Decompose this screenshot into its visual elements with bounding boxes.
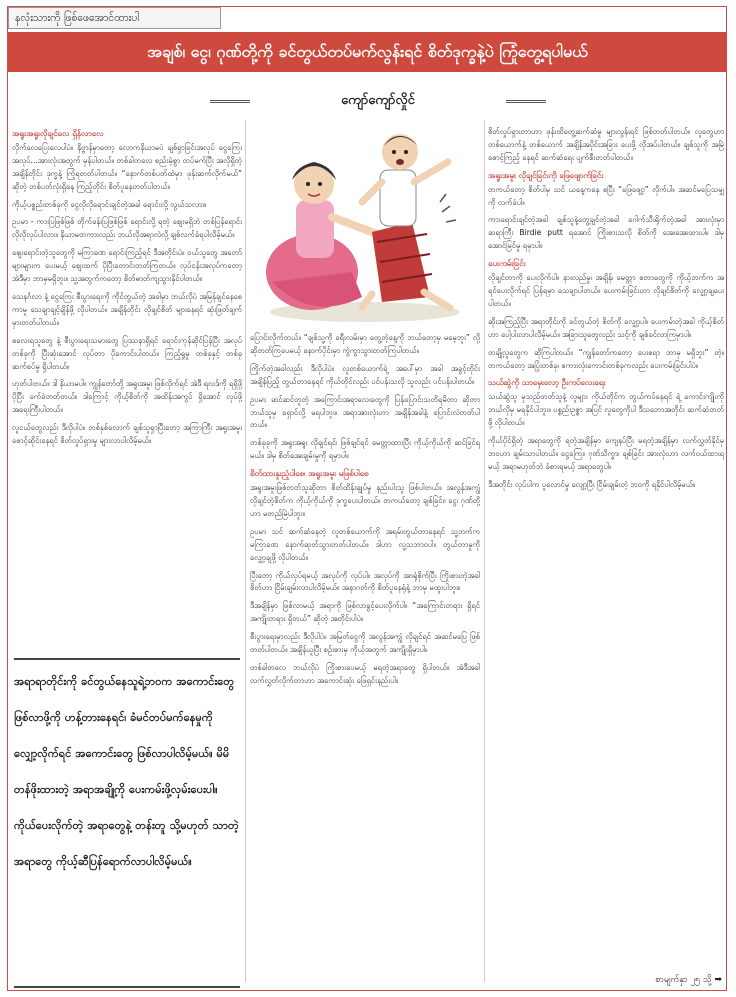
paragraph: ကိုယ့်ပစ္စည်းတစ်ခုကို ငွေလိုလိုရောင်းချင်တဲ့အခါ ရောင်းလို့ လွယ်သလား။	[12, 199, 207, 209]
paragraph: တကယ်တော့ စိတ်ပါမှ သင် ယနေ့ကနေ စပြီး “ဖြေဖျော့” လိုက်ပါ။ အဆင်မပြေသမျှကို လက်ခံပါ။	[488, 184, 724, 207]
paragraph: ဥပမာ သင် ဆက်ဆံနေတဲ့ လူတစ်ယောက်ကို အရမ်းတွယ်တာနေရင် သူ့ဘက်က မကြာခဏ နောက်ဆုတ်သွားတတ်ပါတယ်။ ဒါဟာ လူ့သဘာဝပါ။ တွယ်တာမှုကို လျှော့ချဖို့ လိုပါတယ်။	[250, 526, 480, 562]
article-column-3	[488, 126, 724, 966]
column-lead: အရူးအရူးလိုချင်လေ ရှိန်လာလေ	[12, 129, 104, 138]
section-subhead: သယ်ဆွဲကို သာမှေးလော့ ဦးကပ်လေးရေး	[488, 378, 606, 388]
article-column-1	[12, 126, 242, 654]
paragraph: ဥပမာ - ကားပြဖြစ်ဖြစ် တိုက်ခန်းပြဖြစ်ဖြစ် ရောင်းလို့ ရတဲ့ စျေးမရှိဘဲ တစ်ပြန်ရောင်းလိုလိုလုပ်ပါလား။ နိယာမတကားလည်း ဘယ်လိုအရာလဲလို့ ချစ်လက်ခံရပါလိမ့်မယ်။	[12, 217, 242, 240]
paragraph: ဆိုးအကြည့်ပြီး အရာတိုင်းကို ခင်တွယ်တဲ့ စိတ်ကို လျှော့ပါ။ ပေးကမ်းတဲ့အခါ ကိုယ့်စိတ်ဟာ ပေါ့ပါးလာပါလိမ့်မယ်။ အခြားသူတွေလည်း သင့်ကို ချစ်ခင်လာကြမှာပါ။	[488, 316, 724, 339]
paragraph: သယ်ဆွဲသူ မှသည်တတ်သူနဲ့ လူများ ကိုယ်တိုင်က တွယ်ကပ်နေရင် ရဲ့ ကောင်းကျိုးကိုဘယ်လိုမှ မရနိုင်ပါဘူး။ ပစ္စည်းဥစ္စာ အပြင် လူတွေကိုပါ ဒီသဘောအတိုင်း ဆက်ဆံတတ်ဖို့ လိုပါတယ်။	[488, 392, 724, 428]
paragraph: စလေးရသူတွေ နဲ့ စီးပွားရေးသမားတွေ ပြဿနာရှိရင် ရောင်းကုန်ဆိုင်ပြန်ပြီး အလုပ်တစ်ခုကို ပြီးဆုံးအောင် လုပ်တာ ပိုကောင်းပါတယ်။ ကြည့်ရှုမှု တစ်ခုနှင့် တစ်ခု ဆက်စပ်မှု ရှိပါတယ်။	[12, 335, 242, 371]
paragraph: ကားရောင်းချင်တဲ့အခါ ချစ်သူနဲ့တွေ့ချင်တဲ့အခါ ဂေါက်သီးရိုက်တဲ့အခါ အားလုံးမှာ ဆရာကြီး Birdie putt ရအောင် ကြိုးစားသလို စိတ်ကို အေးအေးထားပါ။ ဒါမှ အောင်မြင်မှု ရမှာပါ။	[488, 215, 724, 251]
paragraph: လူငယ်တွေလည်း ဒီလိုပါပဲ။ တစ်နှစ်လောက် ချစ်သူရှာပြီးတော့ အကြာကြီး အရူးအမူး စောင့်ဆိုင်းနေရင် စိတ်လှုပ်ရှားမှု များလာပါလိမ့်မယ်။	[12, 423, 242, 446]
section-subhead: အရူးအမူး လိုချင်ခြင်းကို ဖြေဖျောက်ခြင်း	[488, 170, 604, 180]
paragraph: ဟုတ်ပါတယ်။ ဒါ နိယာမပါ။ ကျွန်တော်တို့ အရူးအမူး ဖြစ်လိုက်ရင် အဲဒီ ရလဒ်ကို ရရှိဖို့ ပိုပြီး ခက်ခဲတတ်တယ်။ ဒါကြောင့် ကိုယ့်စိတ်ကို အထိန်းအကွပ် ရှိအောင် လုပ်ဖို့ အရေးကြီးပါတယ်။	[12, 379, 242, 415]
section-subhead: စိတ်ထားနူးညံ့ပါစေ၊ အရူးအမူး မဖြစ်ပါစေ	[250, 469, 369, 479]
paragraph: စိတ်လှုပ်ရှားတာဟာ ဖုန်းထိတွေ့ဆက်ဆံမှု များလွန်းရင် ဖြစ်တတ်ပါတယ်။ လူတွေဟာ တစ်ယောက်နဲ့ တစ်ယောက် အချိန်အပိုင်းအခြား ပေးဖို့ လိုအပ်ပါတယ်။ ချစ်သူကို အမြဲစောင့်ကြည့် နေရင် ဆက်ဆံရေး ပျက်စီးတတ်ပါတယ်။	[488, 127, 724, 162]
section-tag: နလုံးသားကို ဖြစ်ဖေအောင်ထားပါ	[8, 7, 221, 29]
paragraph: လိုက်လေပြေးလေပါပဲ။ နိဗ္ဗာန်မှာတော့ လောကနိယာမပဲ ချစ်ရှာခြင်းအလုပ် ငွေကြေး အလုပ်...အားလုံးအတွက် မှန်ပါတယ်။ တစ်ခါတလေ စည်းမဲ့စွာ တပ်မက်ပြီး အလိုရှိတဲ့ အချိန်တိုင်း ဒုက္ခနဲ့ ကြုံရတတ်ပါတယ်။ “နောက်တစ်ပတ်ထဲမှာ ဖုန်းဆက်လိုက်မယ်” ဆိုတဲ့ တစ်ပတ်လုံးရှိနေ ကြည့်တိုင်း စိတ်ပူနေတတ်ပါတယ်။	[12, 142, 242, 191]
paragraph: ကြိုက်တဲ့အခါလည်း ဒီလိုပါပဲ။ လူတစ်ယောက်ရဲ့ အပေါ်မှာ အခါ အခွင့်တိုင်း အချိန်ပြည့် တွယ်တာနေရင် ကိုယ်တိုင်လည်း ပင်ပန်းသလို သူလည်း ပင်ပန်းပါတယ်။	[250, 363, 480, 386]
article-column-2	[250, 332, 480, 982]
column-divider	[245, 120, 246, 982]
paragraph: သေနင်္ဂလာ နဲ့ ငွေကြေး စီးပွားရေးကို ကိုင်တွယ်တဲ့ အခါမှာ ဘယ်လိုပဲ အမြန်ချင်နေစေကာမူ သေချာချင့်ချိန်ဖို့ လိုပါတယ်။ အချိန်တိုင်း လိုချင်စိတ် များနေရင် ဆုံးဖြတ်ချက် မှားတတ်ပါတယ်။	[12, 291, 242, 327]
paragraph: ဒီအချိန်မှာ ဖြစ်လာမယ့် အရာကို ဖြစ်လာခွင့်ပေးလိုက်ပါ။ “အကြောင်းတရား ရှိရင် အကျိုးတရား ရှိတယ်” ဆိုတဲ့ အတိုင်းပါပဲ။	[250, 601, 480, 624]
cartoon-illustration	[252, 122, 478, 327]
article-title: အချစ်၊ ငွေ၊ ဂုဏ်တို့ကို ခင်တွယ်တပ်မက်လွန်းရင် စိတ်ဒုက္ခနဲ့ပဲ ကြုံတွေ့ရပါမယ်	[8, 32, 727, 72]
paragraph: တစ်ခါတလေ ဘယ်လိုပဲ ကြိုးစားပေမယ့် မရတဲ့အရာတွေ ရှိပါတယ်။ အဲဒီအခါ လက်လွှတ်လိုက်တာဟာ အကောင်းဆုံး ဖြေရှင်းနည်းပါ။	[250, 662, 480, 685]
pull-quote: အရာရာတိုင်းကို ခင်တွယ်နေသူရဲ့ဘဝက အကောင်းတွေဖြစ်လာဖို့ကို ဟန့်တားနေရင်၊ ခံမင်တပ်မက်နေမှုကို လျှော့လိုက်ရင် အကောင်းတွေ ဖြစ်လာပါလိမ့်မယ်။ မိမိတန်ဖိုးထားတဲ့ အရာအချို့ကို ပေးကမ်းဖို့လှမ်းပေးပါ။ ကိုယ်ပေးလိုက်တဲ့ အရာတွေနဲ့ တန်းတူ သို့မဟုတ် သာတဲ့အရာတွေ ကိုယ့်ဆီပြန်ရောက်လာပါလိမ့်မယ်။	[14, 658, 240, 988]
paragraph: လိုချင်တာကို ပေးလိုက်ပါ။ နားလည်မှု၊ အချိန်၊ မေတ္တာ စတာတွေကို ကိုယ့်ဘက်က အရင်ပေးလိုက်ရင် ပြန်ရမှာ သေချာပါတယ်။ ပေးကမ်းခြင်းဟာ လိုချင်စိတ်ကို လျှော့ချပေးပါတယ်။	[488, 273, 724, 308]
paragraph: တစ်ခုခုကို အရူးအရူး လိုချင်ရင်၊ ဖြစ်ချင်ရင် မေတ္တာထားပြီး ကိုယ့်ကိုယ်ကို ဆင်ခြင်ရမယ်။ ဒါမှ စိတ်အေးချမ်းမှုကို ရမှာပါ။	[250, 438, 480, 461]
paragraph: ကိုယ်ပိုင်ရှိတဲ့ အရာတွေကို ရတဲ့အချိန်မှာ ကျေနပ်ပြီး မရတဲ့အချိန်မှာ လက်လွှတ်နိုင်မှ ဘဝဟာ ချမ်းသာပါတယ်။ ငွေကြေး၊ ဂုဏ်သိက္ခာ၊ ချစ်ခြင်း အားလုံးဟာ လက်ဝယ်ထားရမယ့် အရာမဟုတ်ဘဲ ခံစားရမယ့် အရာတွေပါ။	[488, 436, 724, 471]
section-subhead: ပေးကမ်းခြင်း	[488, 259, 526, 269]
author-byline: ကျော်ကျော်လှိုင်	[248, 92, 508, 111]
column-divider	[484, 120, 485, 982]
paragraph: ပြီးတော့ ကိုယ်လုပ်ရမယ့် အလုပ်ကို လုပ်ပါ။ အလုပ်ကို အာရုံစိုက်ပြီး ကြိုးစားတဲ့အခါ စိတ်ဟာ ငြိမ်းချမ်းလာပါလိမ့်မယ်။ အနာဂတ်ကို စိတ်ပူနေရုံနဲ့ ဘာမှ မထူးပါဘူး။	[250, 570, 480, 593]
paragraph: အရူးအမူးဖြစ်တတ်သူဆိုတာ စိတ်ထိန်းချုပ်မှု နည်းပါးသူ ဖြစ်ပါတယ်။ အလွန်အကျွံ လိုချင်တဲ့စိတ်က ကိုယ့်ကိုယ်ကို ဒုက္ခပေးပါတယ်။ တကယ်တော့ ချစ်ခြင်း၊ ငွေ၊ ဂုဏ်တို့ဟာ မတည်မြဲပါဘူး။	[250, 483, 480, 518]
paragraph: ဥပမာ ဆင်ဆင်တူတဲ့ အကြောင်းအရာလေးတွေကို ပြန်ပြောင်းသတိရမိတာ ဆိုတာ ဘယ်သူမှ ရှောင်လို့ မရပါဘူး။ အရာအားလုံးဟာ အချိန်အခါနဲ့ ပြောင်းလဲတတ်ပါတယ်။	[250, 394, 480, 430]
paragraph: စီးပွားရေးမှာလည်း ဒီလိုပါပဲ။ အမြတ်ငွေကို အလွန်အကျွံ လိုချင်ရင် အဆင်မပြေ ဖြစ်တတ်ပါတယ်။ အချိန်ယူပြီး စဉ်းစားမှ ကိုယ့်အတွက် အကျိုးရှိမှာပါ။	[250, 632, 480, 655]
paragraph: တချို့လူတွေက ဆိုကြပါတယ်။ “ကျွန်တော်ကတော့ ပေးစရာ ဘာမှ မရှိဘူး” တဲ့။ တကယ်တော့ အပြုံးတစ်ခု၊ စကားလုံးကောင်းတစ်ခုကလည်း ပေးကမ်းခြင်းပါပဲ။	[488, 347, 724, 370]
paragraph: ဈေးရောင်းတဲ့သူတွေကို မကြာခဏ ရောင်းကြည့်ရင် ဒီအတိုင်းပဲ။ ဝယ်သူတွေ အတော်များများက ပေးမယ့် စျေးထက် ပိုပြီးတောင်းတတ်ကြတယ်။ လုပ်ငန်းအလုပ်ကတော့ အဲဒီမှာ ဘာမှမရှိဘူး။ သူ့အတွက်ကတော့ စိတ်ဓာတ်ကျသွားနိုင်ပါတယ်။	[12, 248, 242, 284]
paragraph: ဒီအတိုင်း လုပ်ပါက ပူလောင်မှု လျော့ပြီး ငြိမ်းချမ်းတဲ့ ဘဝကို ရနိုင်ပါလိမ့်မယ်။	[488, 479, 696, 489]
paragraph: ပြောင်းလိုက်တယ်။ “ချစ်သူ့ကို ခရီးလမ်းမှာ တွေ့တဲ့နေ့ကို ဘယ်တော့မှ မမေ့ဘူး” လို့ ဆိုတတ်ကြပေမယ့် နောက်ပိုင်းမှာ ကွဲကွာသွားတတ်ကြပါတယ်။	[250, 333, 480, 355]
continued-on-page[interactable]: စာမျက်နှာ ၂၅ သို့ ➡	[655, 975, 722, 985]
